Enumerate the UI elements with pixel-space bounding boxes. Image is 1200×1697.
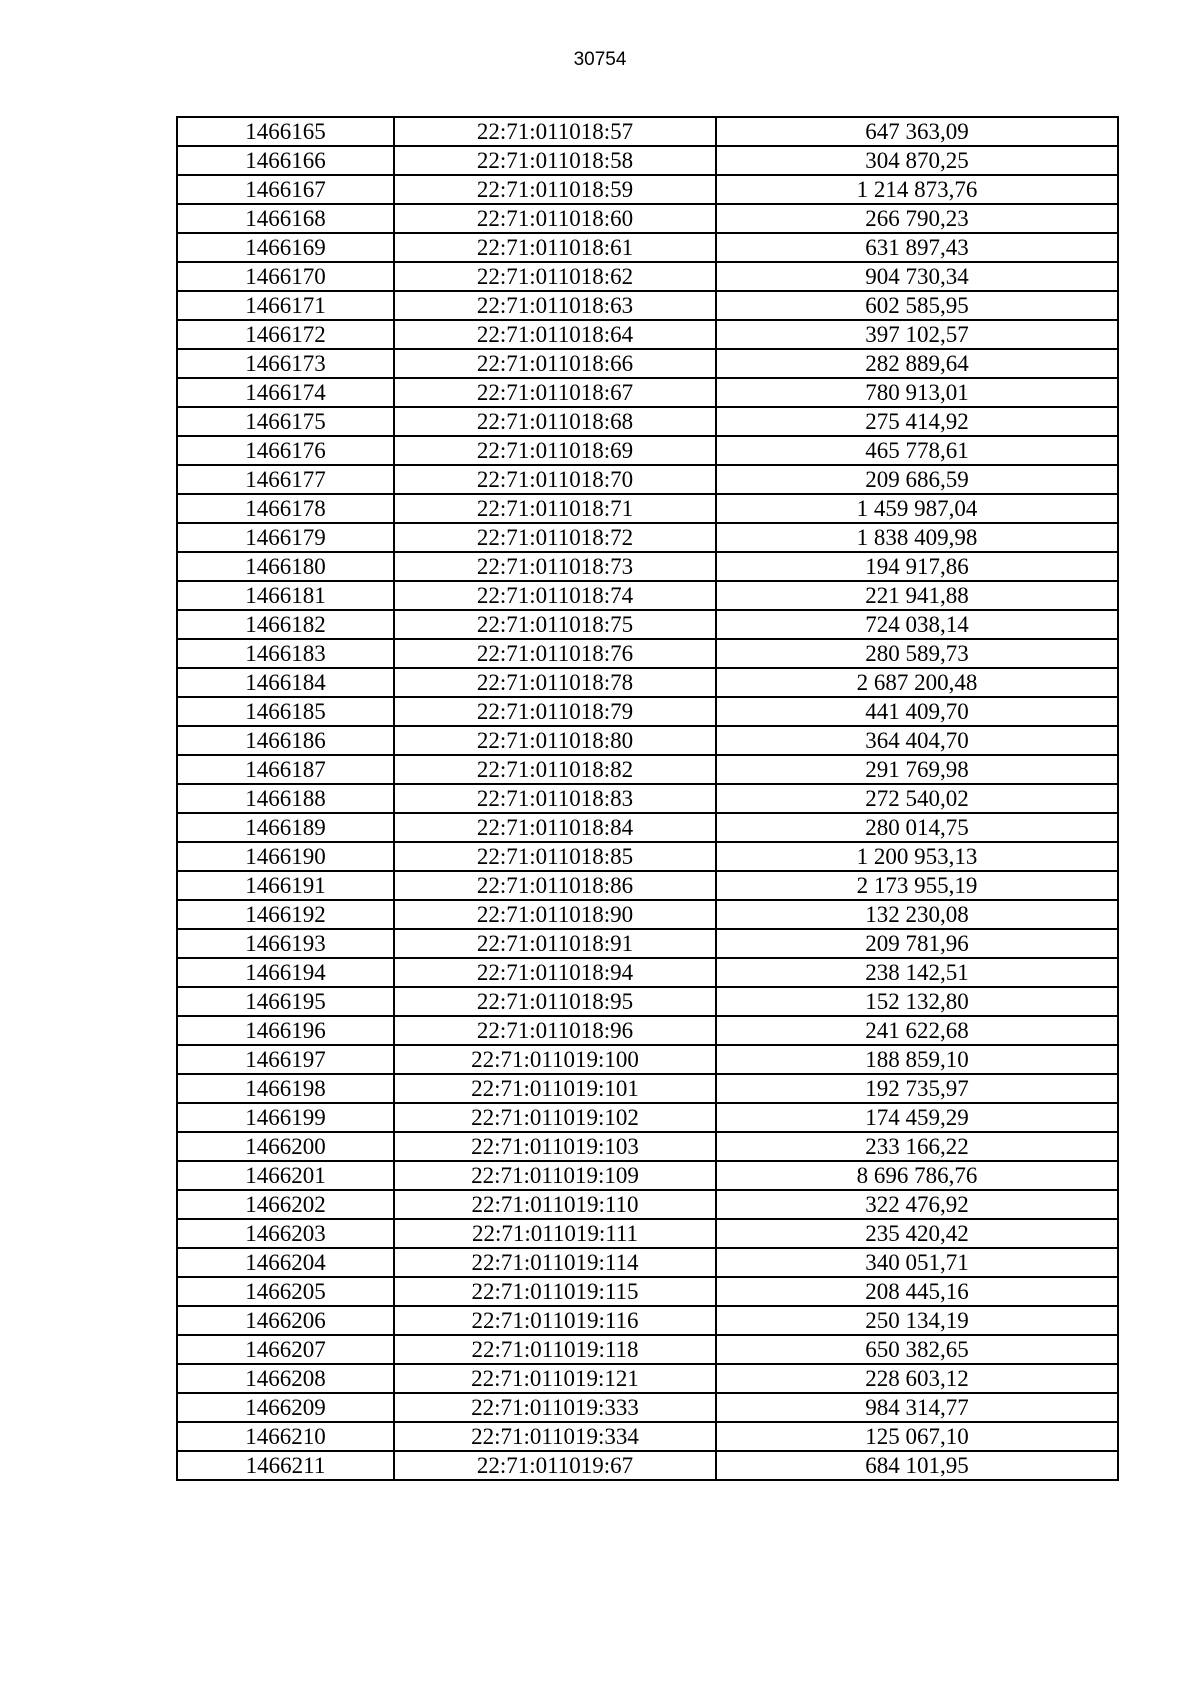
cadastral-number-cell: 22:71:011018:57 — [394, 117, 716, 146]
table-row — [177, 1132, 1118, 1161]
value-cell: 2 687 200,48 — [716, 668, 1118, 697]
table-row — [177, 697, 1118, 726]
cadastral-number-cell: 22:71:011019:116 — [394, 1306, 716, 1335]
record-number-cell: 1466206 — [177, 1306, 394, 1335]
cadastral-number-cell: 22:71:011018:82 — [394, 755, 716, 784]
table-row — [177, 1103, 1118, 1132]
value-cell: 1 459 987,04 — [716, 494, 1118, 523]
table-row — [177, 1335, 1118, 1364]
cadastral-number-cell: 22:71:011019:110 — [394, 1190, 716, 1219]
value-cell: 397 102,57 — [716, 320, 1118, 349]
value-cell: 272 540,02 — [716, 784, 1118, 813]
record-number-cell: 1466171 — [177, 291, 394, 320]
cadastral-number-cell: 22:71:011019:115 — [394, 1277, 716, 1306]
record-number-cell: 1466201 — [177, 1161, 394, 1190]
data-table — [176, 116, 1119, 1481]
value-cell: 228 603,12 — [716, 1364, 1118, 1393]
value-cell: 280 014,75 — [716, 813, 1118, 842]
table-row — [177, 320, 1118, 349]
record-number-cell: 1466189 — [177, 813, 394, 842]
cadastral-number-cell: 22:71:011018:75 — [394, 610, 716, 639]
table-row — [177, 407, 1118, 436]
table-row — [177, 1306, 1118, 1335]
record-number-cell: 1466194 — [177, 958, 394, 987]
value-cell: 8 696 786,76 — [716, 1161, 1118, 1190]
cadastral-number-cell: 22:71:011018:83 — [394, 784, 716, 813]
record-number-cell: 1466179 — [177, 523, 394, 552]
table-row — [177, 465, 1118, 494]
cadastral-number-cell: 22:71:011018:61 — [394, 233, 716, 262]
cadastral-number-cell: 22:71:011019:103 — [394, 1132, 716, 1161]
cadastral-number-cell: 22:71:011018:60 — [394, 204, 716, 233]
value-cell: 188 859,10 — [716, 1045, 1118, 1074]
cadastral-number-cell: 22:71:011019:109 — [394, 1161, 716, 1190]
table-row — [177, 668, 1118, 697]
record-number-cell: 1466174 — [177, 378, 394, 407]
cadastral-number-cell: 22:71:011018:74 — [394, 581, 716, 610]
record-number-cell: 1466165 — [177, 117, 394, 146]
value-cell: 647 363,09 — [716, 117, 1118, 146]
value-cell: 238 142,51 — [716, 958, 1118, 987]
cadastral-number-cell: 22:71:011018:72 — [394, 523, 716, 552]
table-row — [177, 871, 1118, 900]
record-number-cell: 1466184 — [177, 668, 394, 697]
cadastral-number-cell: 22:71:011018:62 — [394, 262, 716, 291]
value-cell: 235 420,42 — [716, 1219, 1118, 1248]
value-cell: 340 051,71 — [716, 1248, 1118, 1277]
value-cell: 1 200 953,13 — [716, 842, 1118, 871]
value-cell: 282 889,64 — [716, 349, 1118, 378]
table-row — [177, 233, 1118, 262]
record-number-cell: 1466177 — [177, 465, 394, 494]
table-row — [177, 1219, 1118, 1248]
value-cell: 209 781,96 — [716, 929, 1118, 958]
value-cell: 650 382,65 — [716, 1335, 1118, 1364]
cadastral-number-cell: 22:71:011018:96 — [394, 1016, 716, 1045]
value-cell: 174 459,29 — [716, 1103, 1118, 1132]
value-cell: 465 778,61 — [716, 436, 1118, 465]
table-body — [177, 117, 1118, 1480]
cadastral-number-cell: 22:71:011018:58 — [394, 146, 716, 175]
cadastral-number-cell: 22:71:011018:80 — [394, 726, 716, 755]
cadastral-number-cell: 22:71:011019:114 — [394, 1248, 716, 1277]
table-row — [177, 1045, 1118, 1074]
value-cell: 208 445,16 — [716, 1277, 1118, 1306]
cadastral-number-cell: 22:71:011018:86 — [394, 871, 716, 900]
record-number-cell: 1466211 — [177, 1451, 394, 1480]
value-cell: 194 917,86 — [716, 552, 1118, 581]
table-row — [177, 1364, 1118, 1393]
cadastral-number-cell: 22:71:011018:59 — [394, 175, 716, 204]
record-number-cell: 1466210 — [177, 1422, 394, 1451]
cadastral-number-cell: 22:71:011018:64 — [394, 320, 716, 349]
table-row — [177, 262, 1118, 291]
record-number-cell: 1466166 — [177, 146, 394, 175]
value-cell: 192 735,97 — [716, 1074, 1118, 1103]
value-cell: 441 409,70 — [716, 697, 1118, 726]
record-number-cell: 1466202 — [177, 1190, 394, 1219]
value-cell: 304 870,25 — [716, 146, 1118, 175]
cadastral-number-cell: 22:71:011018:69 — [394, 436, 716, 465]
table-row — [177, 436, 1118, 465]
cadastral-number-cell: 22:71:011019:334 — [394, 1422, 716, 1451]
record-number-cell: 1466204 — [177, 1248, 394, 1277]
table-row — [177, 1277, 1118, 1306]
table-row — [177, 1248, 1118, 1277]
table-row — [177, 987, 1118, 1016]
record-number-cell: 1466193 — [177, 929, 394, 958]
record-number-cell: 1466203 — [177, 1219, 394, 1248]
record-number-cell: 1466176 — [177, 436, 394, 465]
record-number-cell: 1466181 — [177, 581, 394, 610]
record-number-cell: 1466186 — [177, 726, 394, 755]
cadastral-number-cell: 22:71:011019:67 — [394, 1451, 716, 1480]
table-row — [177, 929, 1118, 958]
value-cell: 904 730,34 — [716, 262, 1118, 291]
value-cell: 1 838 409,98 — [716, 523, 1118, 552]
table-row — [177, 1422, 1118, 1451]
cadastral-number-cell: 22:71:011018:70 — [394, 465, 716, 494]
table-row — [177, 523, 1118, 552]
table-row — [177, 1451, 1118, 1480]
table-row — [177, 1393, 1118, 1422]
table-row — [177, 842, 1118, 871]
record-number-cell: 1466168 — [177, 204, 394, 233]
cadastral-number-cell: 22:71:011018:95 — [394, 987, 716, 1016]
value-cell: 631 897,43 — [716, 233, 1118, 262]
table-row — [177, 175, 1118, 204]
cadastral-number-cell: 22:71:011019:102 — [394, 1103, 716, 1132]
table-row — [177, 1161, 1118, 1190]
cadastral-number-cell: 22:71:011018:94 — [394, 958, 716, 987]
cadastral-number-cell: 22:71:011018:91 — [394, 929, 716, 958]
value-cell: 1 214 873,76 — [716, 175, 1118, 204]
cadastral-number-cell: 22:71:011019:111 — [394, 1219, 716, 1248]
table-row — [177, 639, 1118, 668]
cadastral-number-cell: 22:71:011019:121 — [394, 1364, 716, 1393]
cadastral-number-cell: 22:71:011019:101 — [394, 1074, 716, 1103]
table-row — [177, 900, 1118, 929]
value-cell: 233 166,22 — [716, 1132, 1118, 1161]
cadastral-number-cell: 22:71:011018:66 — [394, 349, 716, 378]
record-number-cell: 1466209 — [177, 1393, 394, 1422]
table-row — [177, 204, 1118, 233]
value-cell: 209 686,59 — [716, 465, 1118, 494]
record-number-cell: 1466192 — [177, 900, 394, 929]
value-cell: 2 173 955,19 — [716, 871, 1118, 900]
record-number-cell: 1466199 — [177, 1103, 394, 1132]
table-row — [177, 755, 1118, 784]
cadastral-number-cell: 22:71:011019:333 — [394, 1393, 716, 1422]
record-number-cell: 1466169 — [177, 233, 394, 262]
record-number-cell: 1466182 — [177, 610, 394, 639]
cadastral-number-cell: 22:71:011018:85 — [394, 842, 716, 871]
record-number-cell: 1466173 — [177, 349, 394, 378]
value-cell: 322 476,92 — [716, 1190, 1118, 1219]
cadastral-number-cell: 22:71:011018:90 — [394, 900, 716, 929]
cadastral-number-cell: 22:71:011018:67 — [394, 378, 716, 407]
record-number-cell: 1466196 — [177, 1016, 394, 1045]
value-cell: 275 414,92 — [716, 407, 1118, 436]
table-row — [177, 784, 1118, 813]
value-cell: 291 769,98 — [716, 755, 1118, 784]
page-number: 30754 — [573, 49, 627, 70]
cadastral-number-cell: 22:71:011018:73 — [394, 552, 716, 581]
record-number-cell: 1466195 — [177, 987, 394, 1016]
cadastral-number-cell: 22:71:011018:71 — [394, 494, 716, 523]
value-cell: 132 230,08 — [716, 900, 1118, 929]
record-number-cell: 1466190 — [177, 842, 394, 871]
cadastral-number-cell: 22:71:011018:76 — [394, 639, 716, 668]
cadastral-number-cell: 22:71:011018:78 — [394, 668, 716, 697]
table-row — [177, 291, 1118, 320]
cadastral-number-cell: 22:71:011019:100 — [394, 1045, 716, 1074]
record-number-cell: 1466191 — [177, 871, 394, 900]
value-cell: 125 067,10 — [716, 1422, 1118, 1451]
record-number-cell: 1466180 — [177, 552, 394, 581]
value-cell: 152 132,80 — [716, 987, 1118, 1016]
table-row — [177, 117, 1118, 146]
table-row — [177, 146, 1118, 175]
table-row — [177, 581, 1118, 610]
table-row — [177, 610, 1118, 639]
table-row — [177, 349, 1118, 378]
table-row — [177, 494, 1118, 523]
record-number-cell: 1466200 — [177, 1132, 394, 1161]
value-cell: 780 913,01 — [716, 378, 1118, 407]
value-cell: 684 101,95 — [716, 1451, 1118, 1480]
record-number-cell: 1466178 — [177, 494, 394, 523]
value-cell: 724 038,14 — [716, 610, 1118, 639]
record-number-cell: 1466185 — [177, 697, 394, 726]
value-cell: 221 941,88 — [716, 581, 1118, 610]
cadastral-number-cell: 22:71:011019:118 — [394, 1335, 716, 1364]
value-cell: 266 790,23 — [716, 204, 1118, 233]
cadastral-number-cell: 22:71:011018:79 — [394, 697, 716, 726]
value-cell: 250 134,19 — [716, 1306, 1118, 1335]
table-row — [177, 552, 1118, 581]
record-number-cell: 1466167 — [177, 175, 394, 204]
table-row — [177, 1016, 1118, 1045]
table-row — [177, 958, 1118, 987]
record-number-cell: 1466187 — [177, 755, 394, 784]
record-number-cell: 1466207 — [177, 1335, 394, 1364]
value-cell: 984 314,77 — [716, 1393, 1118, 1422]
value-cell: 364 404,70 — [716, 726, 1118, 755]
table-row — [177, 726, 1118, 755]
table-row — [177, 1190, 1118, 1219]
table-row — [177, 378, 1118, 407]
record-number-cell: 1466197 — [177, 1045, 394, 1074]
record-number-cell: 1466205 — [177, 1277, 394, 1306]
record-number-cell: 1466183 — [177, 639, 394, 668]
value-cell: 280 589,73 — [716, 639, 1118, 668]
cadastral-number-cell: 22:71:011018:68 — [394, 407, 716, 436]
value-cell: 602 585,95 — [716, 291, 1118, 320]
cadastral-number-cell: 22:71:011018:63 — [394, 291, 716, 320]
record-number-cell: 1466175 — [177, 407, 394, 436]
record-number-cell: 1466208 — [177, 1364, 394, 1393]
record-number-cell: 1466198 — [177, 1074, 394, 1103]
record-number-cell: 1466172 — [177, 320, 394, 349]
value-cell: 241 622,68 — [716, 1016, 1118, 1045]
table-row — [177, 1074, 1118, 1103]
cadastral-number-cell: 22:71:011018:84 — [394, 813, 716, 842]
table-row — [177, 813, 1118, 842]
record-number-cell: 1466170 — [177, 262, 394, 291]
record-number-cell: 1466188 — [177, 784, 394, 813]
